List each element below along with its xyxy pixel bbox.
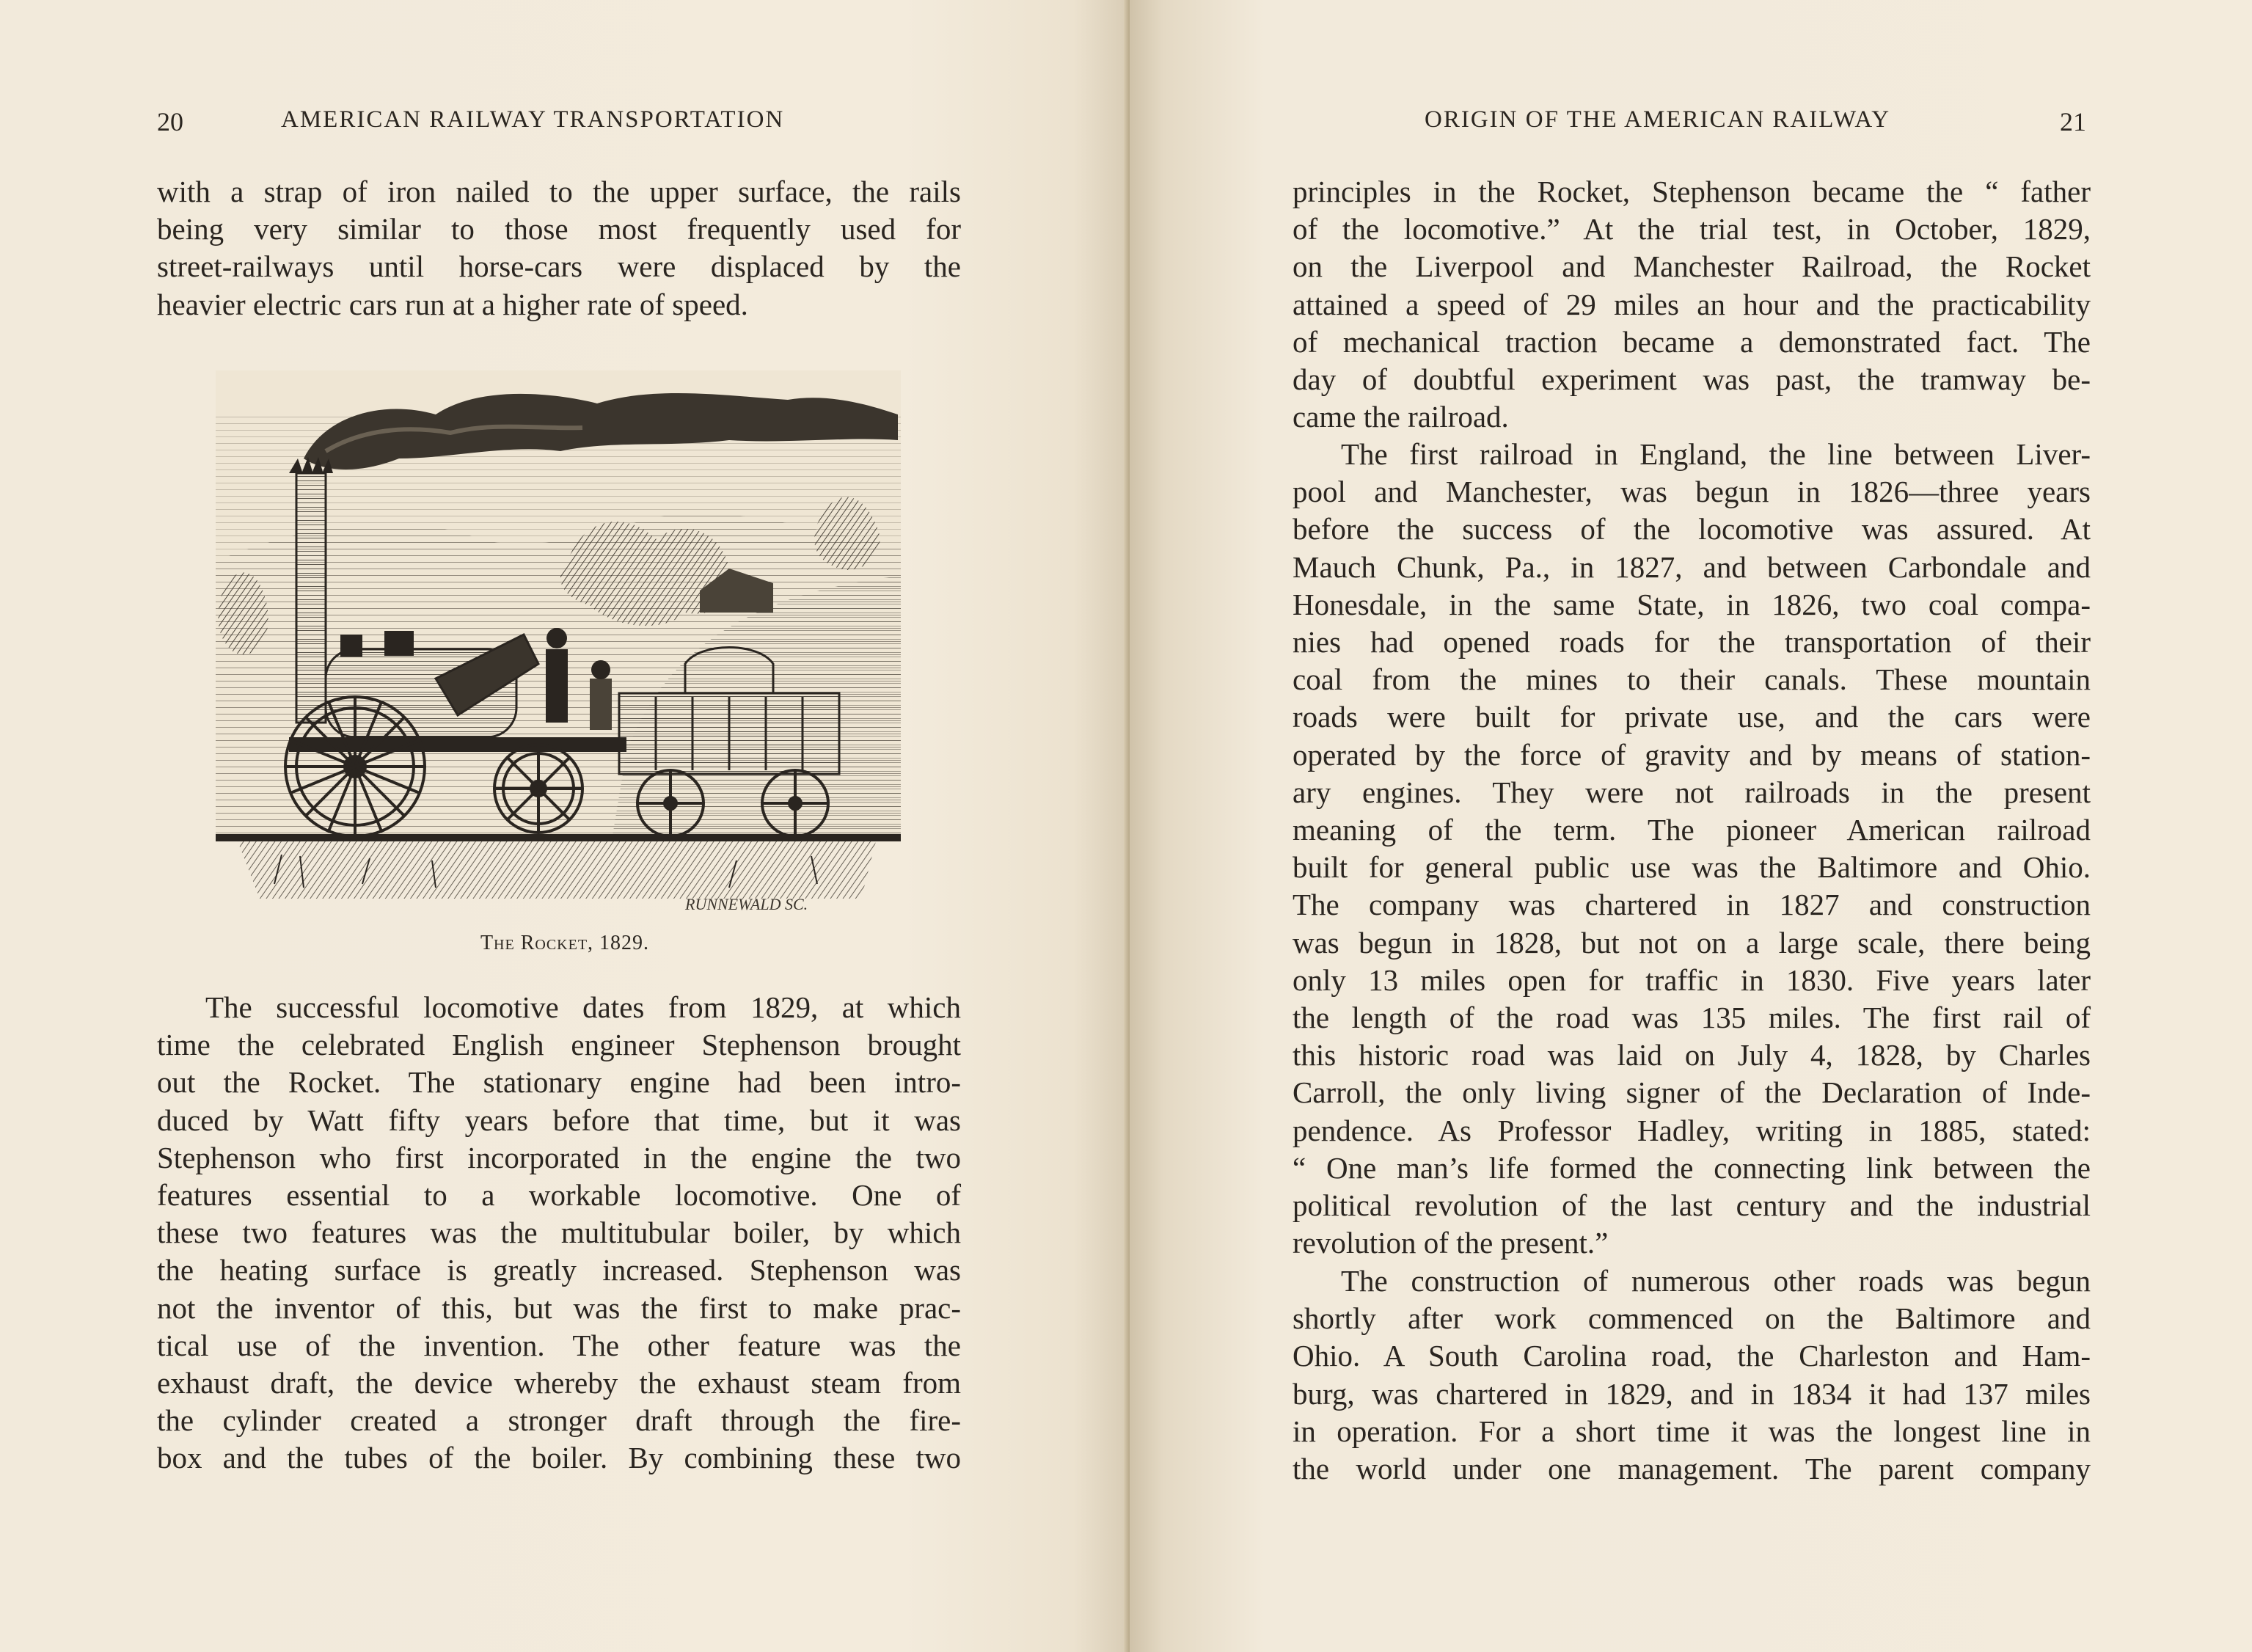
text-line: box and the tubes of the boiler. By combining these two <box>157 1441 961 1475</box>
text-line: ary engines. They were not railroads in the present <box>1293 775 2091 809</box>
text-line: principles in the Rocket, Stephenson became the “ father <box>1293 175 2091 208</box>
text-line: exhaust draft, the device whereby the exhaust steam from <box>157 1366 961 1400</box>
text-line: coal from the mines to their canals. These mountain <box>1293 662 2091 697</box>
text-line: the heating surface is greatly increased. Stephenson was <box>157 1253 961 1287</box>
text-line: street-railways until horse-cars were displaced by the <box>157 249 961 284</box>
text-line: not the inventor of this, but was the first to make prac- <box>157 1290 961 1325</box>
right-paragraph-1 <box>1293 173 2091 436</box>
text-line: attained a speed of 29 miles an hour and the practicability <box>1293 287 2091 321</box>
text-line: The company was chartered in 1827 and construction <box>1293 888 2091 922</box>
text-line: only 13 miles open for traffic in 1830. Five years later <box>1293 962 2091 997</box>
text-line: tical use of the invention. The other feature was the <box>157 1328 961 1362</box>
rocket-locomotive-engraving <box>216 370 901 913</box>
text-line: out the Rocket. The stationary engine had been intro- <box>157 1065 961 1100</box>
text-line: roads were built for private use, and the cars were <box>1293 700 2091 734</box>
text-line: built for general public use was the Baltimore and Ohio. <box>1293 850 2091 885</box>
text-line: burg, was chartered in 1829, and in 1834 it had 137 miles <box>1293 1376 2091 1411</box>
text-line: heavier electric cars run at a higher rate of speed. <box>157 287 748 321</box>
text-line: The successful locomotive dates from 1829, at which <box>205 990 961 1024</box>
right-page-number: 21 <box>2060 107 2086 136</box>
text-line: the cylinder created a stronger draft through the fire- <box>157 1403 961 1438</box>
text-line: shortly after work commenced on the Baltimore and <box>1293 1301 2091 1336</box>
text-line: The construction of numerous other roads was begun <box>1341 1264 2091 1298</box>
text-line: features essential to a workable locomotive. One of <box>157 1178 961 1213</box>
text-line: meaning of the term. The pioneer American railroad <box>1293 813 2091 847</box>
engraver-signature: RUNNEWALD SC. <box>685 895 808 913</box>
right-paragraph-2 <box>1293 436 2091 1262</box>
text-line: in operation. For a short time it was the longest line in <box>1293 1414 2091 1448</box>
text-line: being very similar to those most frequently used for <box>157 212 961 246</box>
left-paragraph-2 <box>157 989 961 1477</box>
text-line: Mauch Chunk, Pa., in 1827, and between Carbondale and <box>1293 549 2091 584</box>
text-line: Carroll, the only living signer of the Declaration of Inde- <box>1293 1075 2091 1110</box>
text-line: this historic road was laid on July 4, 1828, by Charles <box>1293 1038 2091 1072</box>
text-line: Ohio. A South Carolina road, the Charleston and Ham- <box>1293 1339 2091 1373</box>
text-line: with a strap of iron nailed to the upper surface, the rails <box>157 175 961 208</box>
right-page <box>1130 0 2252 1652</box>
text-line: pendence. As Professor Hadley, writing in 1885, stated: <box>1293 1113 2091 1147</box>
text-line: day of doubtful experiment was past, the tramway be- <box>1293 362 2091 397</box>
text-line: the length of the road was 135 miles. The first rail of <box>1293 1001 2091 1035</box>
text-line: “ One man’s life formed the connecting link between the <box>1293 1150 2091 1185</box>
text-line: on the Liverpool and Manchester Railroad, the Rocket <box>1293 249 2091 284</box>
illustration-caption: The Rocket, 1829. <box>480 932 650 954</box>
text-line: the world under one management. The parent company <box>1293 1452 2091 1486</box>
left-paragraph-1 <box>157 173 961 324</box>
right-running-head: ORIGIN OF THE AMERICAN RAILWAY <box>1425 106 1891 133</box>
left-running-head: AMERICAN RAILWAY TRANSPORTATION <box>281 106 785 133</box>
text-line: time the celebrated English engineer Stephenson brought <box>157 1028 961 1062</box>
text-line: political revolution of the last century and the industrial <box>1293 1188 2091 1223</box>
text-line: operated by the force of gravity and by means of station- <box>1293 737 2091 772</box>
text-line: duced by Watt fifty years before that time, but it was <box>157 1103 961 1137</box>
text-line: pool and Manchester, was begun in 1826—three years <box>1293 475 2091 509</box>
text-line: before the success of the locomotive was assured. At <box>1293 512 2091 547</box>
right-paragraph-3 <box>1293 1262 2091 1488</box>
text-line: of mechanical traction became a demonstrated fact. The <box>1293 324 2091 359</box>
text-line: Stephenson who first incorporated in the engine the two <box>157 1140 961 1174</box>
left-page-number: 20 <box>157 107 183 136</box>
text-line: came the railroad. <box>1293 400 1509 434</box>
text-line: was begun in 1828, but not on a large scale, there being <box>1293 925 2091 960</box>
text-line: these two features was the multitubular boiler, by which <box>157 1216 961 1250</box>
text-line: nies had opened roads for the transportation of their <box>1293 625 2091 659</box>
text-line: revolution of the present.” <box>1293 1226 1609 1260</box>
text-line: Honesdale, in the same State, in 1826, two coal compa- <box>1293 587 2091 621</box>
text-line: The first railroad in England, the line between Liver- <box>1341 437 2091 471</box>
text-line: of the locomotive.” At the trial test, in October, 1829, <box>1293 212 2091 246</box>
